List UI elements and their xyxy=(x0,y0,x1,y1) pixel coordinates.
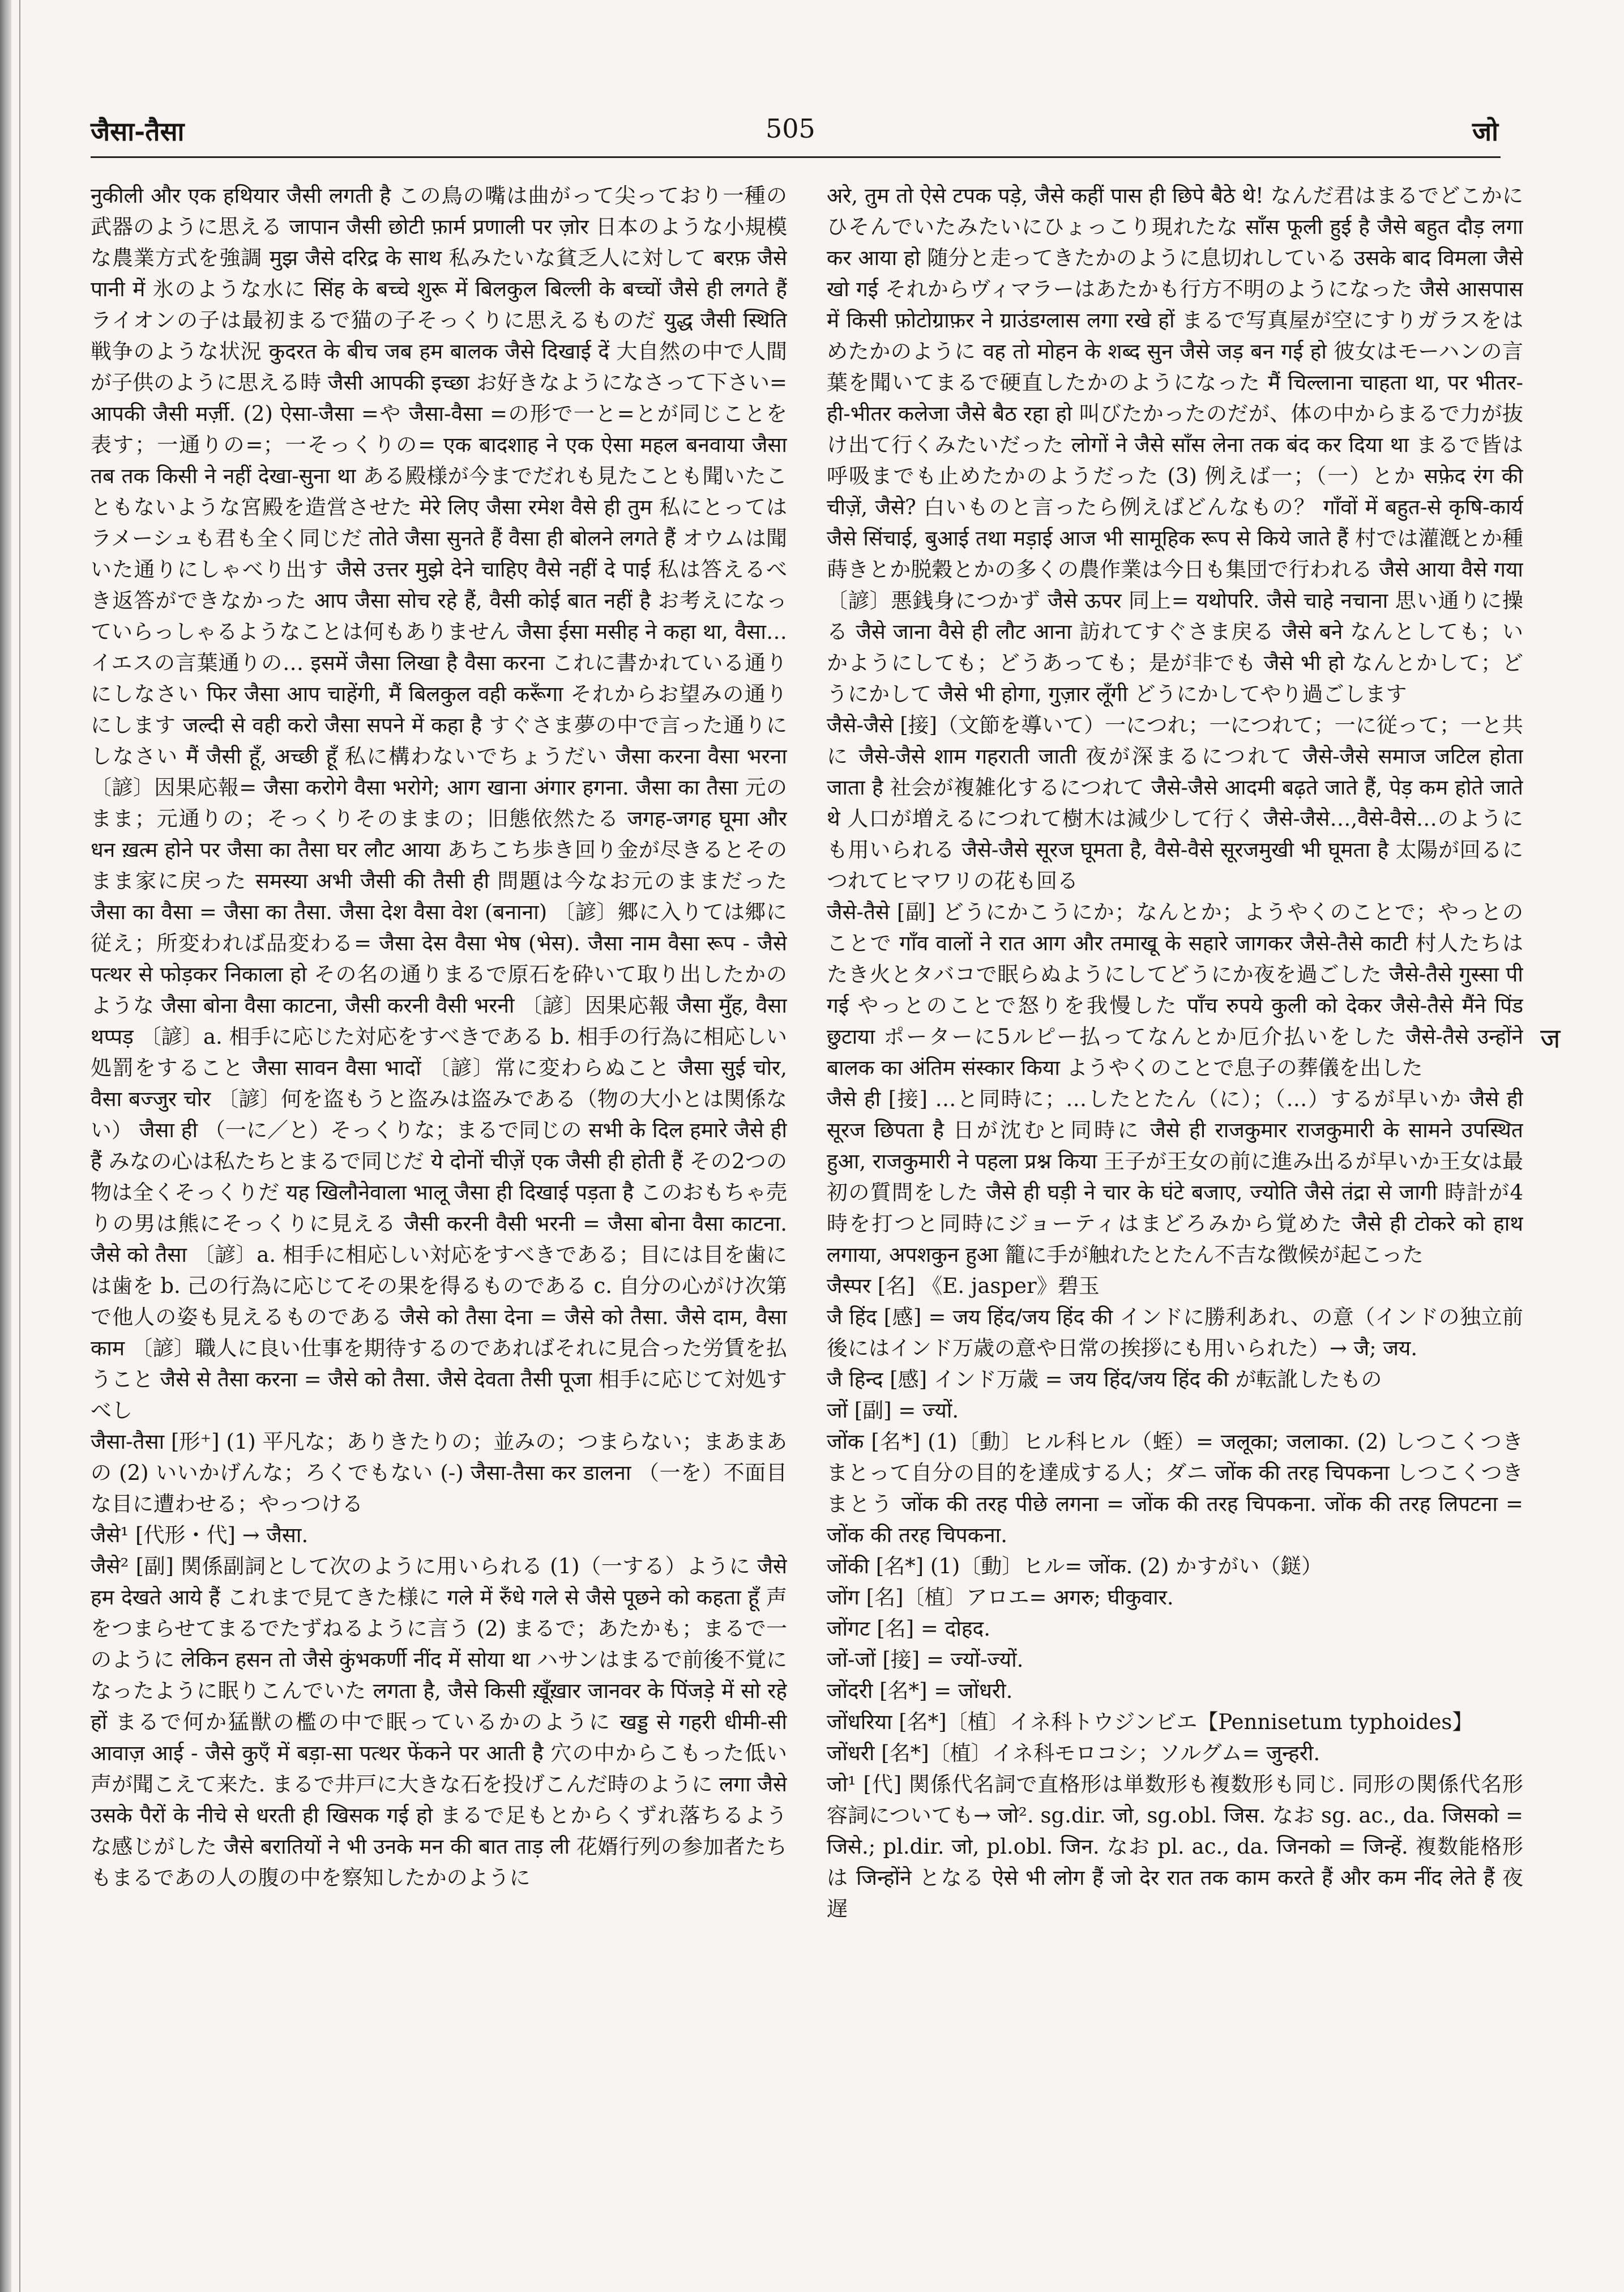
entry-jong: जोंग [名]〔植〕アロエ= अगरु; घीकुवार. xyxy=(827,1585,1174,1610)
entry-jaise-continued: अरे, तुम तो ऐसे टपक पड़े, जैसे कहीं पास ही छिपे बैठे थे! なんだ君はまるでどこかにひそんでいたみたいにひょっこり現れたな साँस फूली हुई है जैसे बहुत दौड़ लगा कर आया हो 随分と走ってきたかのように息切れしている उसके बाद विमला जैसे खो गई それからヴィマラーはあたかも行方不明のようになった जैसे आसपास में किसी फ़ोटोग्राफ़र ने ग्राउंडग्लास लगा रखे हों まるで写真屋が空にすりガラスをはめたかのように वह तो मोहन के शब्द सुन जैसे जड़ बन गई हो 彼女はモーハンの言葉を聞いてまるで硬直したかのようになった मैं चिल्लाना चाहता था, पर भीतर-ही-भीतर कलेजा जैसे बैठ रहा हो 叫びたかったのだが、体の中からまるで力が抜け出て行くみたいだった लोगों ने जैसे साँस लेना तक बंद कर दिया था まるで皆は呼吸までも止めたかのようだった (3) 例えば一；（一）とか सफ़ेद रंग की चीज़ें, जैसे? 白いものと言ったら例えばどんなもの？ गाँवों में बहुत-से कृषि-कार्य जैसे सिंचाई, बुआई तथा मड़ाई आज भी सामूहिक रूप से किये जाते हैं 村では灌漑とか種蒔きとか脱穀とかの多くの農作業は今日も集団で行われる जैसे आया वैसे गया 〔諺〕悪銭身につかず जैसे ऊपर 同上= यथोपरि. जैसे चाहे नचाना 思い通りに操る जैसे जाना वैसे ही लौट आना 訪れてすぐさま戻る जैसे बने なんとしても；いかようにしても；どうあっても；是が非でも जैसे भी हो なんとかして；どうにかして जैसे भी होगा, गुज़ार लूँगी どうにかしてやり過ごします xyxy=(827,183,1523,706)
header-first-headword: जैसा-तैसा xyxy=(91,116,185,147)
entry-jaise-hi: जैसे ही [接] …と同時に；…したとたん（に）；（…）するが早いか जैसे ही सूरज छिपता है 日が沈むと同時に जैसे ही राजकुमार राजकुमारी के सामने उपस्थित हुआ, राजकुमारी ने पहला प्रश्न किया 王子が王女の前に進み出るが早いか王女は最初の質問をした जैसे ही घड़ी ने चार के घंटे बजाए, ज्योति जैसे तंद्रा से जागी 時計が4時を打つと同時にジョーティはまどろみから覚めた जैसे ही टोकरे को हाथ लगाया, अपशकुन हुआ 籠に手が触れたとたん不吉な徴候が起こった xyxy=(827,1087,1523,1267)
thumb-index-letter: ज xyxy=(1540,1023,1561,1055)
entry-jo-1: जो¹ [代] 関係代名詞で直格形は単数形も複数形も同じ. 同形の関係代名形容詞についても→ जो². sg.dir. जो, sg.obl. जिस. なお sg. ac., da. जिसको = जिसे.; pl.dir. जो, pl.obl. जिन. なお pl. ac., da. जिनको = जिन्हें. 複数能格形は जिन्होंने となる ऐसे भी लोग हैं जो देर रात तक काम करते हैं और कम नींद लेते हैं 夜遅 xyxy=(827,1772,1523,1921)
binding-edge-line xyxy=(19,0,20,2292)
page-number: 505 xyxy=(766,113,815,144)
entry-jaise-1: जैसे¹ [代形・代] → जैसा. xyxy=(91,1523,309,1547)
entry-jaise-jaise: जैसे-जैसे [接]（文節を導いて）一につれ；一につれて；一に従って；一と共に जैसे-जैसे शाम गहराती जाती 夜が深まるにつれて जैसे-जैसे समाज जटिल होता जाता है 社会が複雑化するにつれて जैसे-जैसे आदमी बढ़ते जाते हैं, पेड़ कम होते जाते थे 人口が増えるにつれて樹木は減少して行く जैसे-जैसे…,वैसे-वैसे…のようにも用いられる जैसे-जैसे सूरज घूमता है, वैसे-वैसे सूरजमुखी भी घूमता है 太陽が回るにつれてヒマワリの花も回る xyxy=(827,713,1523,893)
book-binding-shadow xyxy=(0,0,11,2292)
entry-jai-hind: जै हिंद [感] = जय हिंद/जय हिंद की インドに勝利あれ、の意（インドの独立前後にはインド万歳の意や日常の挨拶にも用いられた）→ जै; जय. xyxy=(827,1305,1523,1360)
entry-jondhariya: जोंधरिया [名*]〔植〕イネ科トウジンビエ【Pennisetum typhoides】 xyxy=(827,1710,1473,1734)
entry-jaisa-taisa: जैसा-तैसा [形⁺] (1) 平凡な；ありきたりの；並みの；つまらない；まあまあの (2) いいかげんな；ろくでもない (-) जैसा-तैसा कर डालना （一を）不面目な目に遭わせる；やっつける xyxy=(91,1429,787,1516)
page-header xyxy=(0,113,1624,159)
entry-jongat: जोंगट [名] = दोहद. xyxy=(827,1616,990,1641)
entry-jon: जों [副] = ज्यों. xyxy=(827,1398,959,1423)
entry-jai-hind-2: जै हिन्द [感] インド万歳 = जय हिंद/जय हिंद की が転訛したもの xyxy=(827,1367,1382,1392)
entry-paragraph: नुकीली और एक हथियार जैसी लगती है この鳥の嘴は曲がって尖っており一種の武器のように思える जापान जैसी छोटी फ़ार्म प्रणाली पर ज़ोर 日本のような小規模な農業方式を強調 मुझ जैसे दरिद्र के साथ 私みたいな貧乏人に対して बरफ़ जैसे पानी में 氷のような水に सिंह के बच्चे शुरू में बिलकुल बिल्ली के बच्चों जैसे ही लगते हैं ライオンの子は最初まるで猫の子そっくりに思えるものだ युद्ध जैसी स्थिति 戦争のような状況 कुदरत के बीच जब हम बालक जैसे दिखाई दें 大自然の中で人間が子供のように思える時 जैसी आपकी इच्छा お好きなようになさって下さい= आपकी जैसी मर्ज़ी. (2) ऐसा-जैसा =や जैसा-वैसा =の形で一と=とが同じことを表す；一通りの=；一そっくりの= एक बादशाह ने एक ऐसा महल बनवाया जैसा तब तक किसी ने नहीं देखा-सुना था ある殿様が今までだれも見たことも聞いたこともないような宮殿を造営させた मेरे लिए जैसा रमेश वैसे ही तुम 私にとってはラメーシュも君も全く同じだ तोते जैसा सुनते हैं वैसा ही बोलने लगते हैं オウムは聞いた通りにしゃべり出す जैसे उत्तर मुझे देने चाहिए वैसे नहीं दे पाई 私は答えるべき返答ができなかった आप जैसा सोच रहे हैं, वैसी कोई बात नहीं है お考えになっていらっしゃるようなことは何もありません जैसा ईसा मसीह ने कहा था, वैसा…イエスの言葉通りの… इसमें जैसा लिखा है वैसा करना これに書かれている通りにしなさい फिर जैसा आप चाहेंगी, मैं बिलकुल वही करूँगा それからお望みの通りにします जल्दी से वही करो जैसा सपने में कहा है すぐさま夢の中で言った通りにしなさい मैं जैसी हूँ, अच्छी हूँ 私に構わないでちょうだい जैसा करना वैसा भरना 〔諺〕因果応報= जैसा करोगे वैसा भरोगे; आग खाना अंगार हगना. जैसा का तैसा 元のまま；元通りの；そっくりそのままの；旧態依然たる जगह-जगह घूमा और धन ख़त्म होने पर जैसा का तैसा घर लौट आया あちこち歩き回り金が尽きるとそのまま家に戻った समस्या अभी जैसी की तैसी ही 問題は今なお元のままだった जैसा का वैसा = जैसा का तैसा. जैसा देश वैसा वेश (बनाना) 〔諺〕郷に入りては郷に従え；所変われば品変わる= जैसा देस वैसा भेष (भेस). जैसा नाम वैसा रूप - जैसे पत्थर से फोड़कर निकाला हो その名の通りまるで原石を砕いて取り出したかのような जैसा बोना वैसा काटना, जैसी करनी वैसी भरनी 〔諺〕因果応報 जैसा मुँह, वैसा थप्पड़ 〔諺〕a. 相手に応じた対応をすべきである b. 相手の行為に相応しい処罰をすること जैसा सावन वैसा भादों 〔諺〕常に変わらぬこと जैसा सुई चोर, वैसा बज्जुर चोर 〔諺〕何を盗もうと盗みは盗みである（物の大小とは関係ない） जैसा ही （一に／と）そっくりな；まるで同じの सभी के दिल हमारे जैसे ही हैं みなの心は私たちとまるで同じだ ये दोनों चीज़ें एक जैसी ही होती हैं その2つの物は全くそっくりだ यह खिलौनेवाला भालू जैसा ही दिखाई पड़ता है このおもちゃ売りの男は熊にそっくりに見える जैसी करनी वैसी भरनी = जैसा बोना वैसा काटना. जैसे को तैसा 〔諺〕a. 相手に相応しい対応をすべきである；目には目を歯には歯を b. 己の行為に応じてその果を得るものである c. 自分の心がけ次第で他人の姿も見えるものである जैसे को तैसा देना = जैसे को तैसा. जैसे दाम, वैसा काम 〔諺〕職人に良い仕事を期待するのであればそれに見合った労賃を払うこと जैसे से तैसा करना = जैसे को तैसा. जैसे देवता तैसी पूजा 相手に応じて対処すべし xyxy=(91,183,787,1423)
entry-jonk: जोंक [名*] (1)〔動〕ヒル科ヒル（蛭）= जलूका; जलाका. (2) しつこくつきまとって自分の目的を達成する人；ダニ जोंक की तरह चिपकना しつこくつきまとう जोंक की तरह पीछे लगना = जोंक की तरह चिपकना. जोंक की तरह लिपटना = जोंक की तरह चिपकना. xyxy=(827,1429,1523,1547)
entry-jondari: जोंदरी [名*] = जोंधरी. xyxy=(827,1679,1013,1703)
left-column xyxy=(91,180,787,2276)
header-last-headword: जो xyxy=(1472,116,1499,147)
entry-jondhari: जोंधरी [名*]〔植〕イネ科モロコシ；ソルグム= जुन्हरी. xyxy=(827,1741,1320,1765)
entry-jonki: जोंकी [名*] (1)〔動〕ヒル= जोंक. (2) かすがい（鎹） xyxy=(827,1554,1323,1578)
entry-jaise-taise: जैसे-तैसे [副] どうにかこうにか；なんとか；ようやくのことで；やっとのことで गाँव वालों ने रात आग और तमाखू के सहारे जागकर जैसे-तैसे काटी 村人たちはたき火とタバコで眠らぬようにしてどうにか夜を過ごした जैसे-तैसे गुस्सा पी गई やっとのことで怒りを我慢した पाँच रुपये कुली को देकर जैसे-तैसे मैंने पिंड छुटाया ポーターに5ルピー払ってなんとか厄介払いをした जैसे-तैसे उन्होंने बालक का अंतिम संस्कार किया ようやくのことで息子の葬儀を出した xyxy=(827,900,1523,1080)
entry-jaspar: जैस्पर [名] 《E. jasper》碧玉 xyxy=(827,1274,1100,1298)
entry-jon-jon: जों-जों [接] = ज्यों-ज्यों. xyxy=(827,1647,1024,1672)
header-rule xyxy=(91,156,1501,158)
right-column xyxy=(827,180,1523,2276)
entry-jaise-2: जैसे² [副] 関係副詞として次のように用いられる (1)（一する）ように जैसे हम देखते आये हैं これまで見てきた様に गले में रुँधे गले से जैसे पूछने को कहता हूँ 声をつまらせてまるでたずねるように言う (2) まるで；あたかも；まるで一のように लेकिन हसन तो जैसे कुंभकर्णी नींद में सोया था ハサンはまるで前後不覚になったように眠りこんでいた लगता है, जैसे किसी ख़ूँख़ार जानवर के पिंजड़े में सो रहे हों まるで何か猛獣の檻の中で眠っているかのように खड्ड से गहरी धीमी-सी आवाज़ आई - जैसे कुएँ में बड़ा-सा पत्थर फेंकने पर आती है 穴の中からこもった低い声が聞こえて来た. まるで井戸に大きな石を投げこんだ時のように लगा जैसे उसके पैरों के नीचे से धरती ही खिसक गई हो まるで足もとからくずれ落ちるような感じがした जैसे बरातियों ने भी उनके मन की बात ताड़ ली 花婿行列の参加者たちもまるであの人の腹の中を察知したかのように xyxy=(91,1554,787,1890)
